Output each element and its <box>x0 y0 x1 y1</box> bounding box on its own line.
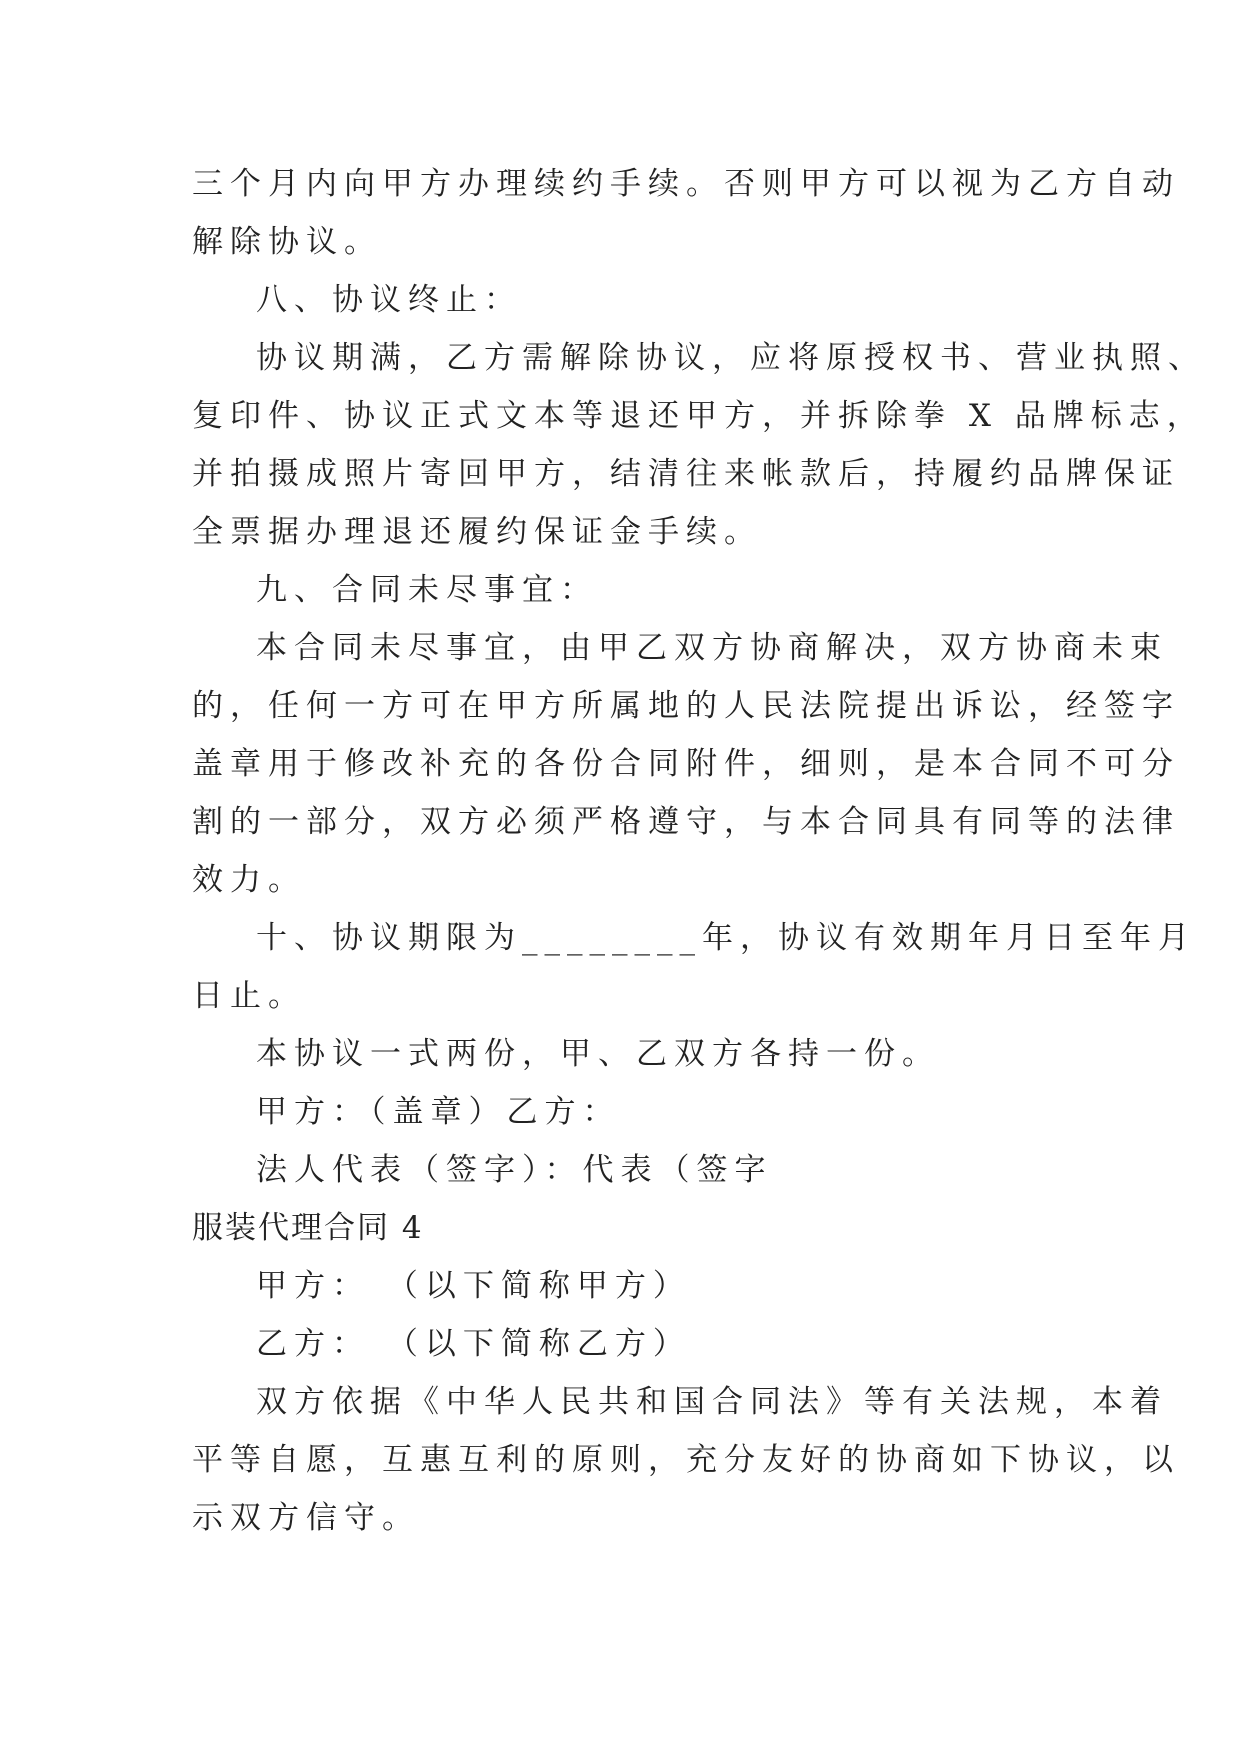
text-line: 甲方：（盖章）乙方： <box>256 1094 621 1130</box>
text-line: 本协议一式两份，甲、乙双方各持一份。 <box>256 1036 940 1072</box>
text-line: 割的一部分，双方必须严格遵守，与本合同具有同等的法律 <box>192 804 1180 840</box>
paragraph-clause-8-body <box>192 329 1206 561</box>
paragraph-preamble <box>192 1373 1180 1547</box>
paragraph-seal-line <box>192 1083 1072 1141</box>
paragraph-party-b <box>192 1315 1072 1373</box>
text-line: 示双方信守。 <box>192 1500 420 1536</box>
paragraph-copies <box>192 1025 1072 1083</box>
text-line: 十、协议期限为________年，协议有效期年月日至年月 <box>256 920 1196 956</box>
paragraph-clause-9-body <box>192 619 1180 909</box>
paragraph-continued-text <box>192 155 1180 271</box>
text-line: 本合同未尽事宜，由甲乙双方协商解决，双方协商未束 <box>256 630 1168 666</box>
text-line: 九、合同未尽事宜： <box>256 572 598 608</box>
paragraph-party-a <box>192 1257 1072 1315</box>
text-line: 乙方： （以下简称乙方） <box>256 1326 691 1362</box>
paragraph-clause-8-title <box>192 271 1072 329</box>
text-line: 双方依据《中华人民共和国合同法》等有关法规，本着 <box>256 1384 1168 1420</box>
text-line: 平等自愿，互惠互利的原则，充分友好的协商如下协议，以 <box>192 1442 1180 1478</box>
text-line: 八、协议终止： <box>256 282 522 318</box>
paragraph-clause-10 <box>192 909 1196 1025</box>
text-line: 复印件、协议正式文本等退还甲方，并拆除拳 X 品牌标志， <box>192 398 1205 434</box>
paragraph-clause-9-title <box>192 561 1072 619</box>
contract-title: 服装代理合同 4 <box>192 1210 424 1246</box>
text-line: 甲方： （以下简称甲方） <box>256 1268 691 1304</box>
text-line: 法人代表（签字）：代表（签字 <box>256 1152 773 1188</box>
contract-4-opening-section <box>192 1257 1180 1547</box>
text-line: 全票据办理退还履约保证金手续。 <box>192 514 762 550</box>
text-line: 协议期满，乙方需解除协议，应将原授权书、营业执照、 <box>256 340 1206 376</box>
text-line: 并拍摄成照片寄回甲方，结清往来帐款后，持履约品牌保证 <box>192 456 1180 492</box>
text-line: 解除协议。 <box>192 224 382 260</box>
text-line: 盖章用于修改补充的各份合同附件，细则，是本合同不可分 <box>192 746 1180 782</box>
text-line: 日止。 <box>192 978 306 1014</box>
document-body <box>192 155 1206 1547</box>
contract-3-closing-section <box>192 155 1206 1199</box>
text-line: 的，任何一方可在甲方所属地的人民法院提出诉讼，经签字 <box>192 688 1180 724</box>
text-line: 效力。 <box>192 862 306 898</box>
paragraph-signature-line <box>192 1141 1072 1199</box>
text-line: 三个月内向甲方办理续约手续。否则甲方可以视为乙方自动 <box>192 166 1180 202</box>
